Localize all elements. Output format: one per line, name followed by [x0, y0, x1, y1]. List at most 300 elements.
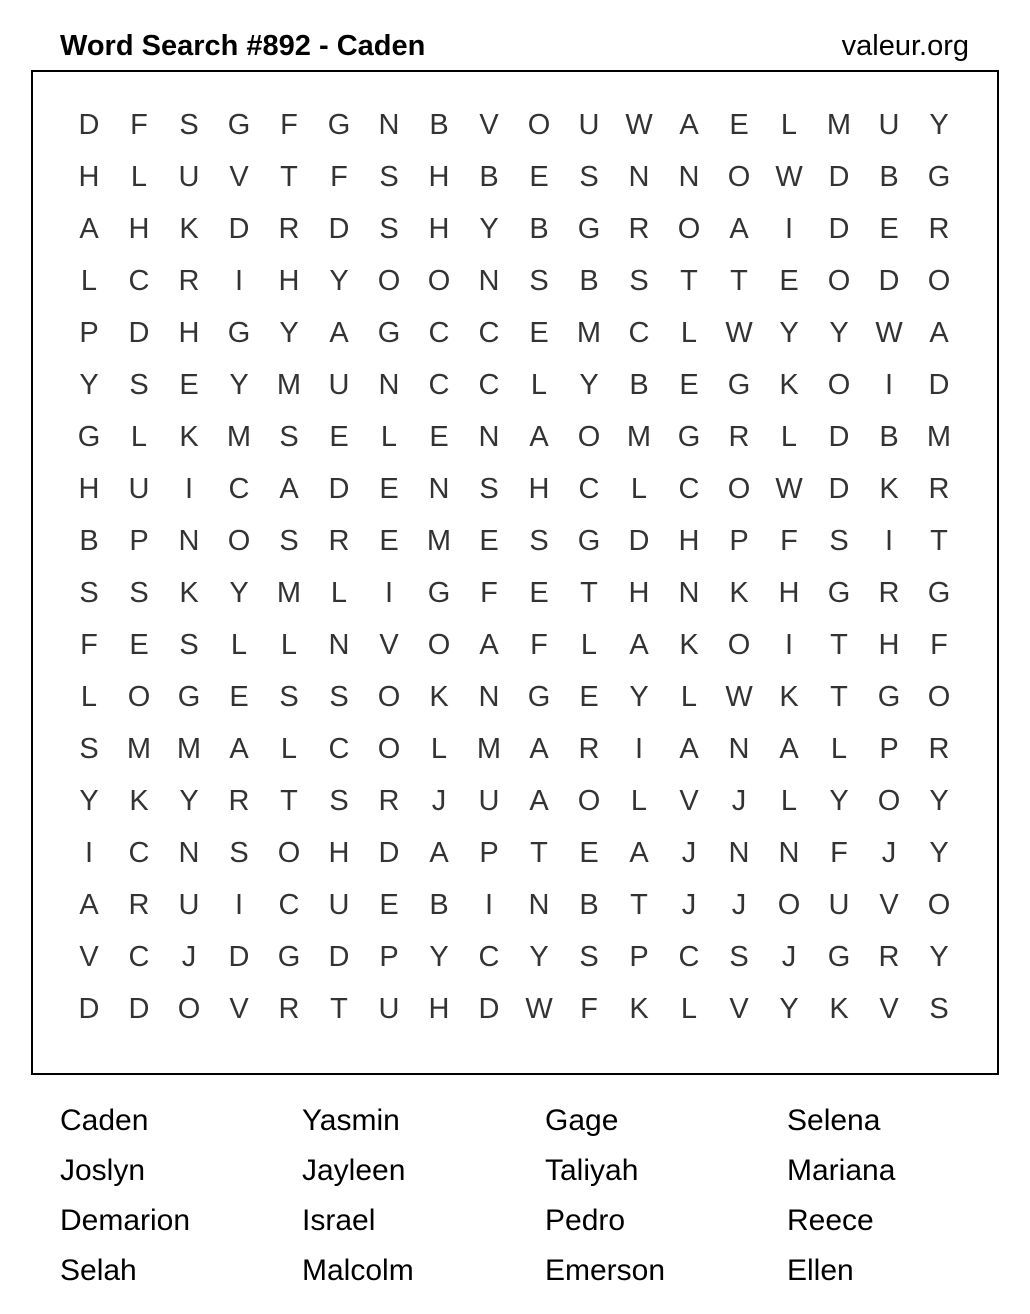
- grid-letter: C: [678, 472, 700, 505]
- grid-letter: L: [630, 472, 648, 505]
- grid-letter: O: [377, 732, 401, 765]
- grid-letter: J: [781, 940, 797, 973]
- grid-letter: K: [879, 472, 899, 505]
- grid-row: [64, 359, 964, 411]
- grid-letter: A: [529, 420, 549, 453]
- grid-letter: D: [928, 368, 950, 401]
- grid-letter: I: [384, 576, 394, 609]
- grid-letter: A: [729, 212, 749, 245]
- grid-letter: T: [830, 680, 848, 713]
- grid-letter: D: [828, 420, 850, 453]
- grid-letter: V: [229, 992, 249, 1025]
- grid-letter: M: [176, 732, 202, 765]
- grid-letter: L: [630, 784, 648, 817]
- grid-row: [64, 463, 964, 515]
- grid-letter: A: [479, 628, 499, 661]
- site-name: valeur.org: [841, 30, 969, 62]
- grid-letter: L: [680, 992, 698, 1025]
- grid-letter: E: [529, 316, 549, 349]
- grid-letter: V: [379, 628, 399, 661]
- grid-letter: H: [328, 836, 350, 869]
- grid-letter: R: [378, 784, 400, 817]
- grid-letter: D: [328, 472, 350, 505]
- grid-letter: P: [379, 940, 399, 973]
- grid-letter: G: [727, 368, 751, 401]
- grid-letter: S: [379, 212, 399, 245]
- grid-letter: A: [779, 732, 799, 765]
- grid-letter: E: [579, 836, 599, 869]
- grid-letter: R: [178, 264, 200, 297]
- grid-letter: E: [729, 108, 749, 141]
- grid-letter: G: [877, 680, 901, 713]
- grid-letter: L: [130, 420, 148, 453]
- grid-letter: P: [729, 524, 749, 557]
- grid-letter: L: [130, 160, 148, 193]
- grid-row: [64, 931, 964, 983]
- grid-letter: B: [879, 160, 899, 193]
- grid-letter: T: [730, 264, 748, 297]
- grid-letter: R: [578, 732, 600, 765]
- grid-letter: Y: [829, 316, 849, 349]
- grid-letter: G: [927, 160, 951, 193]
- grid-letter: R: [878, 576, 900, 609]
- grid-letter: T: [280, 160, 298, 193]
- grid-letter: S: [129, 368, 149, 401]
- grid-letter: O: [127, 680, 151, 713]
- grid-letter: O: [527, 108, 551, 141]
- grid-letter: S: [129, 576, 149, 609]
- grid-letter: L: [80, 680, 98, 713]
- grid-letter: E: [879, 212, 899, 245]
- grid-letter: D: [328, 212, 350, 245]
- grid-letter: F: [780, 524, 798, 557]
- grid-letter: V: [229, 160, 249, 193]
- grid-row: [64, 983, 964, 1035]
- grid-letter: F: [480, 576, 498, 609]
- grid-letter: S: [529, 264, 549, 297]
- grid-letter: W: [875, 316, 903, 349]
- grid-letter: O: [577, 784, 601, 817]
- grid-letter: E: [429, 420, 449, 453]
- grid-letter: J: [881, 836, 897, 869]
- grid-letter: S: [79, 576, 99, 609]
- grid-letter: A: [679, 108, 699, 141]
- grid-letter: A: [429, 836, 449, 869]
- grid-letter: M: [426, 524, 452, 557]
- grid-letter: N: [628, 160, 650, 193]
- grid-letter: P: [629, 940, 649, 973]
- grid-letter: B: [429, 888, 449, 921]
- grid-letter: R: [278, 212, 300, 245]
- grid-letter: Y: [829, 784, 849, 817]
- word-list: [60, 1096, 987, 1296]
- grid-letter: I: [84, 836, 94, 869]
- grid-letter: F: [830, 836, 848, 869]
- grid-letter: Y: [929, 940, 949, 973]
- word-list-item: Reece: [787, 1204, 874, 1237]
- grid-letter: Y: [929, 836, 949, 869]
- grid-letter: R: [878, 940, 900, 973]
- grid-letter: Y: [929, 108, 949, 141]
- word-list-item: Mariana: [787, 1154, 896, 1187]
- grid-letter: O: [427, 264, 451, 297]
- grid-letter: I: [234, 264, 244, 297]
- grid-letter: D: [78, 108, 100, 141]
- grid-letter: D: [128, 992, 150, 1025]
- grid-letter: E: [479, 524, 499, 557]
- grid-letter: L: [780, 784, 798, 817]
- grid-letter: U: [378, 992, 400, 1025]
- grid-letter: I: [234, 888, 244, 921]
- grid-letter: S: [579, 160, 599, 193]
- grid-letter: L: [280, 732, 298, 765]
- grid-letter: C: [128, 264, 150, 297]
- grid-letter: L: [280, 628, 298, 661]
- grid-letter: G: [577, 524, 601, 557]
- grid-letter: R: [928, 212, 950, 245]
- grid-letter: C: [478, 368, 500, 401]
- grid-letter: N: [378, 368, 400, 401]
- grid-letter: N: [728, 836, 750, 869]
- grid-letter: H: [78, 160, 100, 193]
- grid-letter: K: [679, 628, 699, 661]
- grid-letter: L: [680, 680, 698, 713]
- grid-letter: B: [879, 420, 899, 453]
- grid-letter: N: [678, 160, 700, 193]
- grid-letter: P: [79, 316, 99, 349]
- grid-letter: O: [827, 368, 851, 401]
- grid-letter: S: [279, 524, 299, 557]
- grid-letter: D: [828, 160, 850, 193]
- grid-letter: G: [827, 576, 851, 609]
- grid-letter: C: [128, 836, 150, 869]
- grid-letter: G: [827, 940, 851, 973]
- grid-row: [64, 99, 964, 151]
- grid-letter: I: [884, 368, 894, 401]
- grid-letter: P: [479, 836, 499, 869]
- grid-letter: A: [529, 732, 549, 765]
- grid-row: [64, 671, 964, 723]
- grid-letter: N: [178, 524, 200, 557]
- grid-row: [64, 567, 964, 619]
- grid-letter: E: [179, 368, 199, 401]
- grid-letter: Y: [279, 316, 299, 349]
- grid-letter: G: [277, 940, 301, 973]
- grid-letter: J: [681, 836, 697, 869]
- grid-row: [64, 775, 964, 827]
- grid-letter: E: [379, 472, 399, 505]
- grid-letter: D: [228, 212, 250, 245]
- grid-letter: B: [479, 160, 499, 193]
- grid-letter: S: [179, 628, 199, 661]
- grid-letter: J: [731, 888, 747, 921]
- grid-letter: O: [927, 680, 951, 713]
- grid-letter: D: [478, 992, 500, 1025]
- grid-letter: M: [476, 732, 502, 765]
- grid-letter: R: [928, 472, 950, 505]
- grid-letter: S: [279, 420, 299, 453]
- grid-letter: G: [77, 420, 101, 453]
- grid-letter: Y: [429, 940, 449, 973]
- grid-row: [64, 723, 964, 775]
- grid-letter: G: [577, 212, 601, 245]
- grid-letter: S: [329, 680, 349, 713]
- grid-letter: H: [678, 524, 700, 557]
- grid-letter: I: [784, 212, 794, 245]
- grid-letter: Y: [529, 940, 549, 973]
- grid-letter: D: [628, 524, 650, 557]
- grid-letter: D: [78, 992, 100, 1025]
- grid-letter: O: [677, 212, 701, 245]
- grid-letter: Y: [329, 264, 349, 297]
- grid-letter: A: [79, 888, 99, 921]
- grid-letter: W: [625, 108, 653, 141]
- grid-letter: J: [431, 784, 447, 817]
- grid-letter: W: [775, 160, 803, 193]
- grid-letter: C: [128, 940, 150, 973]
- word-list-item: Ellen: [787, 1254, 854, 1287]
- grid-letter: S: [729, 940, 749, 973]
- grid-letter: W: [525, 992, 553, 1025]
- grid-letter: T: [930, 524, 948, 557]
- grid-letter: E: [679, 368, 699, 401]
- grid-letter: O: [927, 888, 951, 921]
- grid-row: [64, 515, 964, 567]
- grid-letter: S: [529, 524, 549, 557]
- grid-letter: H: [178, 316, 200, 349]
- grid-letter: N: [428, 472, 450, 505]
- grid-letter: G: [177, 680, 201, 713]
- grid-letter: H: [878, 628, 900, 661]
- grid-letter: I: [784, 628, 794, 661]
- grid-letter: D: [228, 940, 250, 973]
- grid-letter: Y: [179, 784, 199, 817]
- grid-letter: O: [427, 628, 451, 661]
- grid-letter: J: [181, 940, 197, 973]
- grid-letter: E: [379, 524, 399, 557]
- grid-letter: K: [179, 212, 199, 245]
- grid-letter: A: [529, 784, 549, 817]
- grid-letter: S: [179, 108, 199, 141]
- grid-letter: I: [884, 524, 894, 557]
- grid-letter: K: [429, 680, 449, 713]
- grid-letter: C: [578, 472, 600, 505]
- grid-letter: N: [528, 888, 550, 921]
- grid-letter: S: [279, 680, 299, 713]
- grid-letter: M: [276, 576, 302, 609]
- grid-letter: N: [778, 836, 800, 869]
- grid-letter: U: [478, 784, 500, 817]
- grid-letter: K: [779, 368, 799, 401]
- grid-letter: C: [228, 472, 250, 505]
- grid-letter: O: [227, 524, 251, 557]
- grid-letter: T: [330, 992, 348, 1025]
- grid-row: [64, 619, 964, 671]
- grid-letter: F: [580, 992, 598, 1025]
- word-list-item: Jayleen: [302, 1154, 406, 1187]
- grid-letter: C: [478, 940, 500, 973]
- grid-row: [64, 203, 964, 255]
- grid-letter: B: [579, 264, 599, 297]
- grid-letter: Y: [779, 992, 799, 1025]
- grid-letter: E: [529, 576, 549, 609]
- grid-letter: M: [226, 420, 252, 453]
- grid-letter: Y: [79, 784, 99, 817]
- grid-letter: F: [330, 160, 348, 193]
- word-list-item: Emerson: [545, 1254, 666, 1287]
- grid-letter: K: [779, 680, 799, 713]
- grid-letter: I: [484, 888, 494, 921]
- grid-letter: K: [179, 576, 199, 609]
- grid-letter: M: [826, 108, 852, 141]
- grid-letter: N: [478, 420, 500, 453]
- grid-letter: L: [80, 264, 98, 297]
- grid-letter: N: [728, 732, 750, 765]
- grid-letter: B: [429, 108, 449, 141]
- grid-letter: T: [630, 888, 648, 921]
- grid-letter: M: [926, 420, 952, 453]
- grid-letter: D: [828, 212, 850, 245]
- grid-letter: D: [378, 836, 400, 869]
- word-list-item: Gage: [545, 1104, 619, 1137]
- grid-letter: P: [129, 524, 149, 557]
- grid-letter: U: [178, 160, 200, 193]
- grid-letter: L: [580, 628, 598, 661]
- grid-letter: G: [927, 576, 951, 609]
- grid-letter: E: [779, 264, 799, 297]
- grid-letter: K: [129, 784, 149, 817]
- grid-letter: O: [177, 992, 201, 1025]
- grid-letter: Y: [629, 680, 649, 713]
- grid-letter: G: [527, 680, 551, 713]
- grid-letter: L: [330, 576, 348, 609]
- grid-letter: R: [628, 212, 650, 245]
- grid-row: [64, 827, 964, 879]
- grid-letter: K: [629, 992, 649, 1025]
- grid-letter: L: [780, 420, 798, 453]
- grid-letter: O: [727, 160, 751, 193]
- grid-letter: L: [830, 732, 848, 765]
- grid-letter: M: [626, 420, 652, 453]
- grid-letter: C: [328, 732, 350, 765]
- grid-letter: G: [677, 420, 701, 453]
- grid-letter: F: [280, 108, 298, 141]
- grid-letter: N: [328, 628, 350, 661]
- grid-letter: E: [129, 628, 149, 661]
- grid-letter: M: [126, 732, 152, 765]
- grid-letter: H: [628, 576, 650, 609]
- word-list-item: Caden: [60, 1104, 149, 1137]
- grid-letter: B: [629, 368, 649, 401]
- grid-letter: J: [731, 784, 747, 817]
- grid-letter: W: [775, 472, 803, 505]
- grid-letter: S: [579, 940, 599, 973]
- grid-letter: A: [279, 472, 299, 505]
- grid-letter: E: [229, 680, 249, 713]
- grid-letter: C: [278, 888, 300, 921]
- grid-letter: A: [929, 316, 949, 349]
- grid-letter: I: [184, 472, 194, 505]
- grid-row: [64, 151, 964, 203]
- grid-letter: D: [328, 940, 350, 973]
- grid-letter: O: [827, 264, 851, 297]
- grid-letter: E: [529, 160, 549, 193]
- grid-letter: P: [879, 732, 899, 765]
- grid-letter: C: [428, 316, 450, 349]
- grid-letter: W: [725, 680, 753, 713]
- word-list-item: Demarion: [60, 1204, 191, 1237]
- grid-letter: B: [579, 888, 599, 921]
- grid-letter: U: [578, 108, 600, 141]
- grid-letter: K: [829, 992, 849, 1025]
- grid-letter: D: [128, 316, 150, 349]
- grid-letter: C: [628, 316, 650, 349]
- grid-letter: Y: [79, 368, 99, 401]
- grid-letter: S: [929, 992, 949, 1025]
- word-list-item: Selena: [787, 1104, 881, 1137]
- grid-row: [64, 411, 964, 463]
- grid-letter: O: [927, 264, 951, 297]
- grid-letter: H: [528, 472, 550, 505]
- grid-letter: V: [879, 888, 899, 921]
- grid-letter: N: [478, 264, 500, 297]
- grid-letter: Y: [229, 368, 249, 401]
- puzzle-title: Word Search #892 - Caden: [60, 30, 426, 62]
- grid-letter: L: [680, 316, 698, 349]
- grid-letter: H: [778, 576, 800, 609]
- grid-letter: V: [679, 784, 699, 817]
- grid-letter: H: [428, 212, 450, 245]
- word-list-item: Israel: [302, 1204, 376, 1237]
- grid-letter: U: [828, 888, 850, 921]
- grid-letter: V: [79, 940, 99, 973]
- grid-letter: T: [830, 628, 848, 661]
- grid-letter: G: [327, 108, 351, 141]
- grid-letter: U: [328, 888, 350, 921]
- grid-letter: F: [930, 628, 948, 661]
- word-list-item: Malcolm: [302, 1254, 414, 1287]
- letter-grid: [64, 99, 964, 1035]
- grid-letter: E: [329, 420, 349, 453]
- grid-letter: A: [329, 316, 349, 349]
- grid-letter: H: [428, 992, 450, 1025]
- grid-letter: D: [828, 472, 850, 505]
- grid-letter: L: [780, 108, 798, 141]
- grid-letter: Y: [229, 576, 249, 609]
- grid-letter: U: [178, 888, 200, 921]
- grid-letter: S: [629, 264, 649, 297]
- grid-letter: O: [777, 888, 801, 921]
- word-list-item: Joslyn: [60, 1154, 146, 1187]
- grid-letter: Y: [779, 316, 799, 349]
- grid-letter: F: [530, 628, 548, 661]
- grid-letter: O: [727, 628, 751, 661]
- grid-letter: V: [479, 108, 499, 141]
- grid-letter: O: [377, 264, 401, 297]
- grid-letter: F: [80, 628, 98, 661]
- grid-letter: N: [178, 836, 200, 869]
- grid-letter: Y: [929, 784, 949, 817]
- grid-letter: A: [229, 732, 249, 765]
- grid-letter: O: [727, 472, 751, 505]
- grid-letter: U: [878, 108, 900, 141]
- grid-letter: U: [128, 472, 150, 505]
- grid-letter: J: [681, 888, 697, 921]
- grid-letter: S: [229, 836, 249, 869]
- grid-letter: N: [678, 576, 700, 609]
- grid-letter: H: [128, 212, 150, 245]
- word-list-item: Pedro: [545, 1204, 626, 1237]
